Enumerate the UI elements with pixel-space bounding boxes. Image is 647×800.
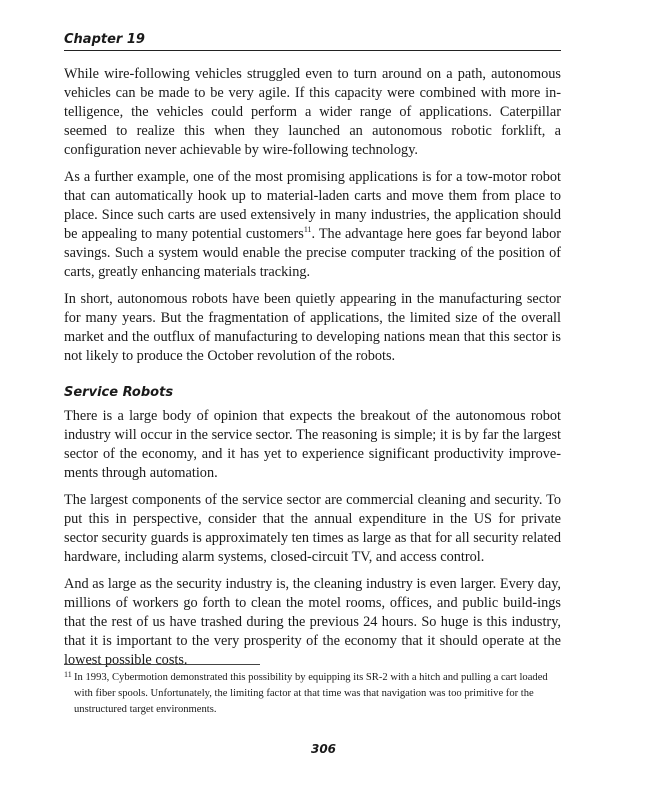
chapter-title: Chapter 19 [64,32,145,47]
paragraph-6: And as large as the security industry is, the cleaning industry is even larger. Every day, millions of workers go forth to clean the motel rooms, offices, and public build-ings that the rest of us have trashed during the previous 24 hours. So huge is this industry, that it is important to the very prosperity of the economy that it should operate at the lowest possible costs. [64,576,561,668]
page-header [64,30,561,51]
section-heading: Service Robots [64,385,174,400]
paragraph-5: The largest components of the service sector are commercial cleaning and security. To put this in perspective, consider that the annual expenditure in the US for private sector security guards is approximately ten times as large as that for all security related hardware, including alarm systems, closed-circuit TV, and access control. [64,492,561,565]
footnote-reference: 11 [303,225,312,235]
page-number: 306 [310,742,337,756]
footnote-text: In 1993, Cybermotion demonstrated this possibility by equipping its SR-2 with a hitch and pulling a cart loaded with fiber spools. Unfortunately, the limiting factor at that time was that navigation was too primitive for the unstructured target environments. [74,672,548,715]
paragraph-4: There is a large body of opinion that expects the breakout of the autonomous robot industry will occur in the service sector. The reasoning is simple; it is by far the largest sector of the economy, and it has yet to experience significant productivity improve-ments through automation. [64,408,561,481]
paragraph-2-text-after: . The advantage here goes far beyond labor savings. Such a system would enable the precise computer tracking of the position of carts, greatly enhancing materials tracking. [64,226,561,280]
paragraph-2 [64,168,561,282]
footnote-divider [64,664,260,665]
footnote [64,670,564,718]
body-text [64,65,561,678]
paragraph-1: While wire-following vehicles struggled even to turn around on a path, autonomous vehicles can be made to be very agile. If this capacity were combined with more in-telligence, the vehicles could perform a wider range of applications. Caterpillar seemed to realize this when they launched an autonomous robotic forklift, a configuration never achievable by wire-following technology. [64,66,561,158]
footnote-number: 11 [64,670,72,679]
paragraph-2-text-before: As a further example, one of the most promising applications is for a tow-motor robot that can automatically hook up to material-laden carts and move them from place to place. Since such carts are used extensively in many industries, the application should be appealing to many potential customers [64,169,561,242]
paragraph-3: In short, autonomous robots have been quietly appearing in the manufacturing sector for many years. But the fragmentation of applications, the limited size of the overall market and the outflux of manufacturing to developing nations mean that this sector is not likely to produce the October revolution of the robots. [64,291,561,364]
